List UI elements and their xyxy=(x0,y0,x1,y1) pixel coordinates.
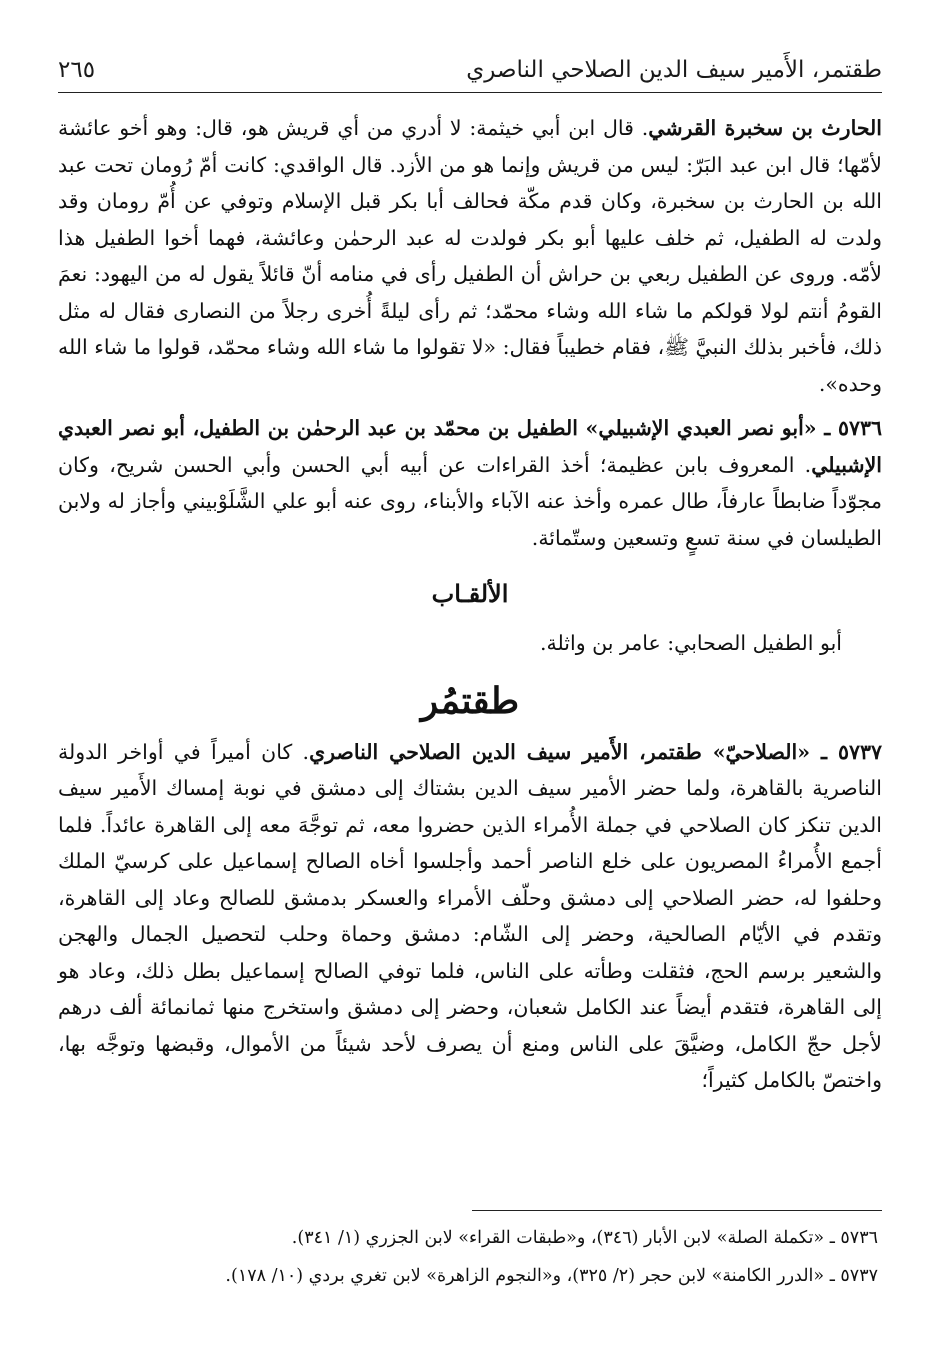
main-text xyxy=(58,110,882,1099)
entry-5737-text: . كان أميراً في أواخر الدولة الناصرية بالقاهرة، ولما حضر الأمير سيف الدين بشتاك إلى دمشق في نوبة إمساك الأَمير سيف الدين تنكز كان الصلاحي في جملة الأُمراء الذين حضروا معه، ثم توجَّهَ معه إلى القاهرة عائداً. فلما أجمع الأُمراءُ المصريون على خلع الناصر أحمد وأجلسوا أخاه الصالح إسماعيل على كرسيّ الملك وحلفوا له، حضر الصلاحي إلى دمشق وحلّف الأمراء والعسكر بدمشق للصالح وعاد إلى القاهرة، وتقدم في الأيّام الصالحية، وحضر إلى الشّام: دمشق وحماة وحلب لتحصيل الجمال والهجن والشعير برسم الحج، فثقلت وطأته على الناس، فلما توفي الصالح إسماعيل بطل ذلك، وعاد هو إلى القاهرة، فتقدم أيضاً عند الكامل شعبان، وحضر إلى دمشق واستخرج منها ثمانمائة ألف درهم لأجل حجّ الكامل، وضيَّقَ على الناس ومنع أن يصرف لأحد شيئاً من الأموال، وقبضها وتوجَّه بها، واختصّ بالكامل كثيراً؛ xyxy=(58,739,882,1092)
running-title: طقتمر، الأَمير سيف الدين الصلاحي الناصري xyxy=(466,57,882,83)
page-number: ٢٦٥ xyxy=(58,57,96,83)
alqab-title: الألقـاب xyxy=(431,579,509,608)
alqab-line: أبو الطفيل الصحابي: عامر بن واثلة. xyxy=(540,630,842,655)
footnotes xyxy=(58,1210,882,1295)
continuation-name: الحارث بن سخبرة القرشي xyxy=(648,116,882,140)
entry-5736 xyxy=(58,410,882,556)
footnote-5736: ٥٧٣٦ ـ «تكملة الصلة» لابن الأبار (٣٤٦)، و«طبقات القراء» لابن الجزري (١/ ٣٤١). xyxy=(291,1228,878,1248)
page-header xyxy=(58,50,882,90)
header-rule xyxy=(58,92,882,93)
entry-5736-text: . المعروف بابن عظيمة؛ أخذ القراءات عن أبيه أبي الحسن وأبي الحسن شريح، وكان مجوّداً ضابطاً عارفاً، طال عمره وأخذ عنه الآباء والأبناء، روى عنه أبو علي الشَّلَوْبيني وأجاز له ولابن الطيلسان في سنة تسعٍ وتسعين وستّمائة. xyxy=(58,452,882,550)
entry-5736-lead: ٥٧٣٦ ـ «أبو نصر العبدي الإشبيلي» الطفيل بن محمّد بن عبد الرحمٰن بن الطفيل، أبو نصر العبدي الإشبيلي xyxy=(58,416,882,477)
footnote-5737: ٥٧٣٧ ـ «الدرر الكامنة» لابن حجر (٢/ ٣٢٥)، و«النجوم الزاهرة» لابن تغري بردي (١٠/ ١٧٨). xyxy=(225,1266,878,1286)
footnote-rule xyxy=(472,1210,882,1211)
continuation-paragraph xyxy=(58,110,882,402)
entry-5737-lead: ٥٧٣٧ ـ «الصلاحيّ» طقتمر، الأَمير سيف الدين الصلاحي الناصري xyxy=(309,739,882,764)
continuation-text: . قال ابن أبي خيثمة: لا أدري من أي قريش هو، قال: وهو أخو عائشة لأمّها؛ قال ابن عبد البَرّ: ليس من قريش وإنما هو من الأزد. قال الواقدي: كانت أمّ رُومان تحت عبد الله بن الحارث بن سخبرة، وكان قدم مكّة فحالف أبا بكر قبل الإسلام وتوفي عن أُمّ رومان وقد ولدت له الطفيل، ثم خلف عليها أبو بكر فولدت له عبد الرحمٰن وعائشة، فهما أخوا الطفيل هذا لأمّه. وروى عن الطفيل ربعي بن حراش أن الطفيل رأى في منامه أنّ قائلاً يقول له من اليهود: نعمَ القومُ أنتم لولا قولكم ما شاء الله وشاء محمّد؛ ثم رأى ليلةً أُخرى رجلاً من النصارى فقال له مثل ذلك، فأخبر بذلك النبيَّ ﷺ، فقام خطيباً فقال: «لا تقولوا ما شاء الله وشاء محمّد، قولوا ما شاء الله وحده». xyxy=(58,116,882,396)
book-page xyxy=(58,40,882,1340)
section-heading: طقتمُر xyxy=(420,680,520,722)
entry-5737 xyxy=(58,734,882,1099)
